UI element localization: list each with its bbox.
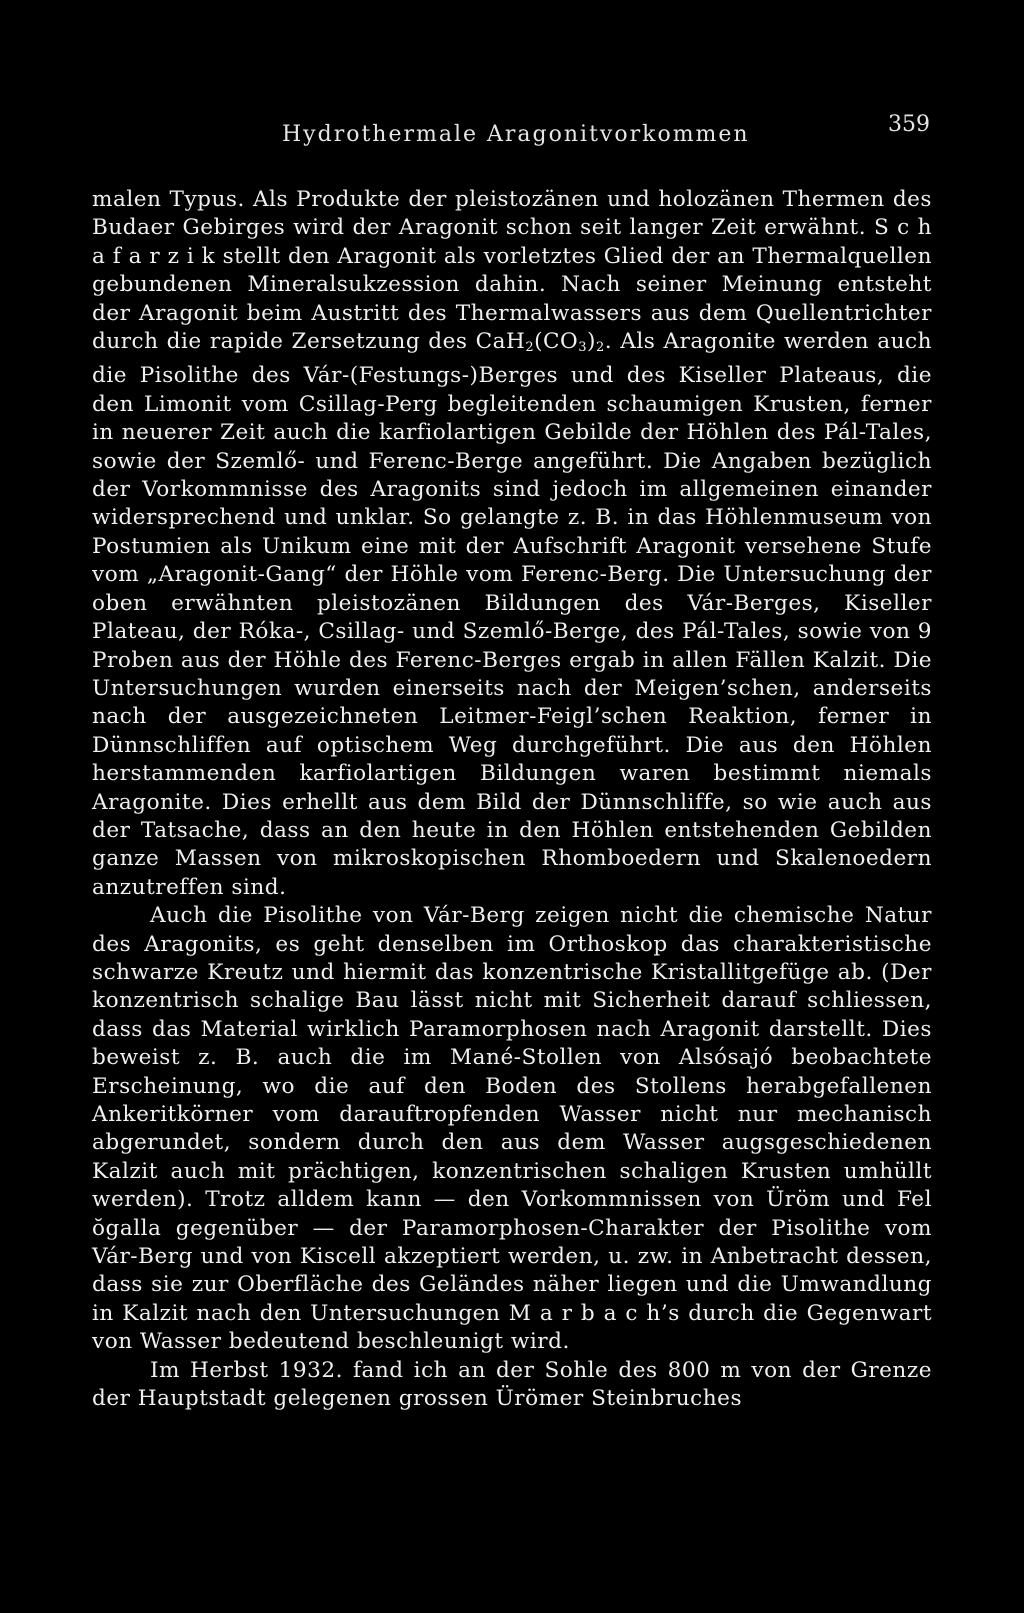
body-text <box>92 186 932 1413</box>
text-run: . Als Aragonite werden auch die Pisolithe des Vár-(Festungs-)Berges und des Kiseller Plateaus, die den Limonit vom Csillag-Perg begleitenden schaumigen Krusten, ferner in neuerer Zeit auch die karfiolartigen Gebilde der Höhlen des Pál-Tales, sowie der Szemlő- und Ferenc-Berge angeführt. Die Angaben bezüglich der Vorkommnisse des Aragonits sind jedoch im allgemeinen einander widersprechend und unklar. So gelangte z. B. in das Höhlenmuseum von Postumien als Unikum eine mit der Aufschrift Aragonit versehene Stufe vom „Aragonit-Gang“ der Höhle vom Ferenc-Berg. Die Untersuchung der oben erwähnten pleistozänen Bildungen des Vár-Berges, Kiseller Plateau, der Róka-, Csillag- und Szemlő-Berge, des Pál-Tales, sowie von 9 Proben aus der Höhle des Ferenc-Berges ergab in allen Fällen Kalzit. Die Untersuchungen wurden einerseits nach der Meigen’schen, anderseits nach der ausgezeichneten Leitmer-Feigl’schen Reaktion, ferner in Dünnschliffen auf optischem Weg durchgeführt. Die aus den Höhlen herstammenden karfiolartigen Bildungen waren bestimmt niemals Aragonite. Dies erhellt aus dem Bild der Dünnschliffe, so wie auch aus der Tatsache, dass an den heute in den Höhlen entstehenden Gebilden ganze Massen von mikroskopischen Rhomboedern und Skalenoedern anzutreffen sind. <box>92 329 932 900</box>
text-run: Auch die Pisolithe von Vár-Berg zeigen nicht die chemische Natur des Aragonits, es geht denselben im Orthoskop das charakteristische schwarze Kreutz und hiermit das konzentrische Kristallitgefüge ab. (Der konzentrisch schalige Bau lässt nicht mit Sicherheit darauf schliessen, dass das Material wirklich Paramorphosen nach Aragonit darstellt. Dies beweist z. B. auch die im Mané-Stollen von Alsósajó beobachtete Erscheinung, wo die auf den Boden des Stollens herabgefallenen Ankeritkörner vom darauftropfenden Wasser nicht nur mechanisch abgerundet, sondern durch den aus dem Wasser augsgeschiedenen Kalzit auch mit prächtigen, konzentrischen schaligen Krusten umhüllt werden). Trotz alldem kann — den Vorkommnissen von Üröm und Fel ŏgalla gegenüber — der Paramorphosen-Charakter der Pisolithe vom Vár-Berg und von Kiscell akzeptiert werden, u. zw. in Anbetracht dessen, dass sie zur Oberfläche des Geländes näher liegen und die Umwandlung in Kalzit nach den Untersuchungen M a r b a c h’s durch die Gegenwart von Wasser bedeutend beschleunigt wird. <box>92 903 932 1355</box>
subscript: 2 <box>595 340 605 356</box>
running-title: Hydrothermale Aragonitvorkommen <box>282 122 750 147</box>
paragraph <box>92 186 932 902</box>
page-header <box>92 112 930 152</box>
text-run: (CO <box>534 329 579 355</box>
text-run: ) <box>587 329 596 355</box>
paragraph <box>92 902 932 1357</box>
text-run: Im Herbst 1932. fand ich an der Sohle des 800 m von der Grenze der Hauptstadt gelegenen grossen Ürömer Steinbruches <box>92 1357 932 1412</box>
subscript: 2 <box>525 340 535 356</box>
paragraph <box>92 1357 932 1414</box>
page-number: 359 <box>888 112 930 137</box>
text-run: malen Typus. Als Produkte der pleistozänen und holozänen Thermen des Budaer Gebirges wird der Aragonit schon seit langer Zeit erwähnt. S c h a f a r z i k stellt den Aragonit als vorletztes Glied der an Thermalquellen gebundenen Mineralsukzession dahin. Nach seiner Meinung entsteht der Aragonit beim Austritt des Thermalwassers aus dem Quellentrichter durch die rapide Zersetzung des CaH <box>92 187 932 355</box>
subscript: 3 <box>578 340 588 356</box>
